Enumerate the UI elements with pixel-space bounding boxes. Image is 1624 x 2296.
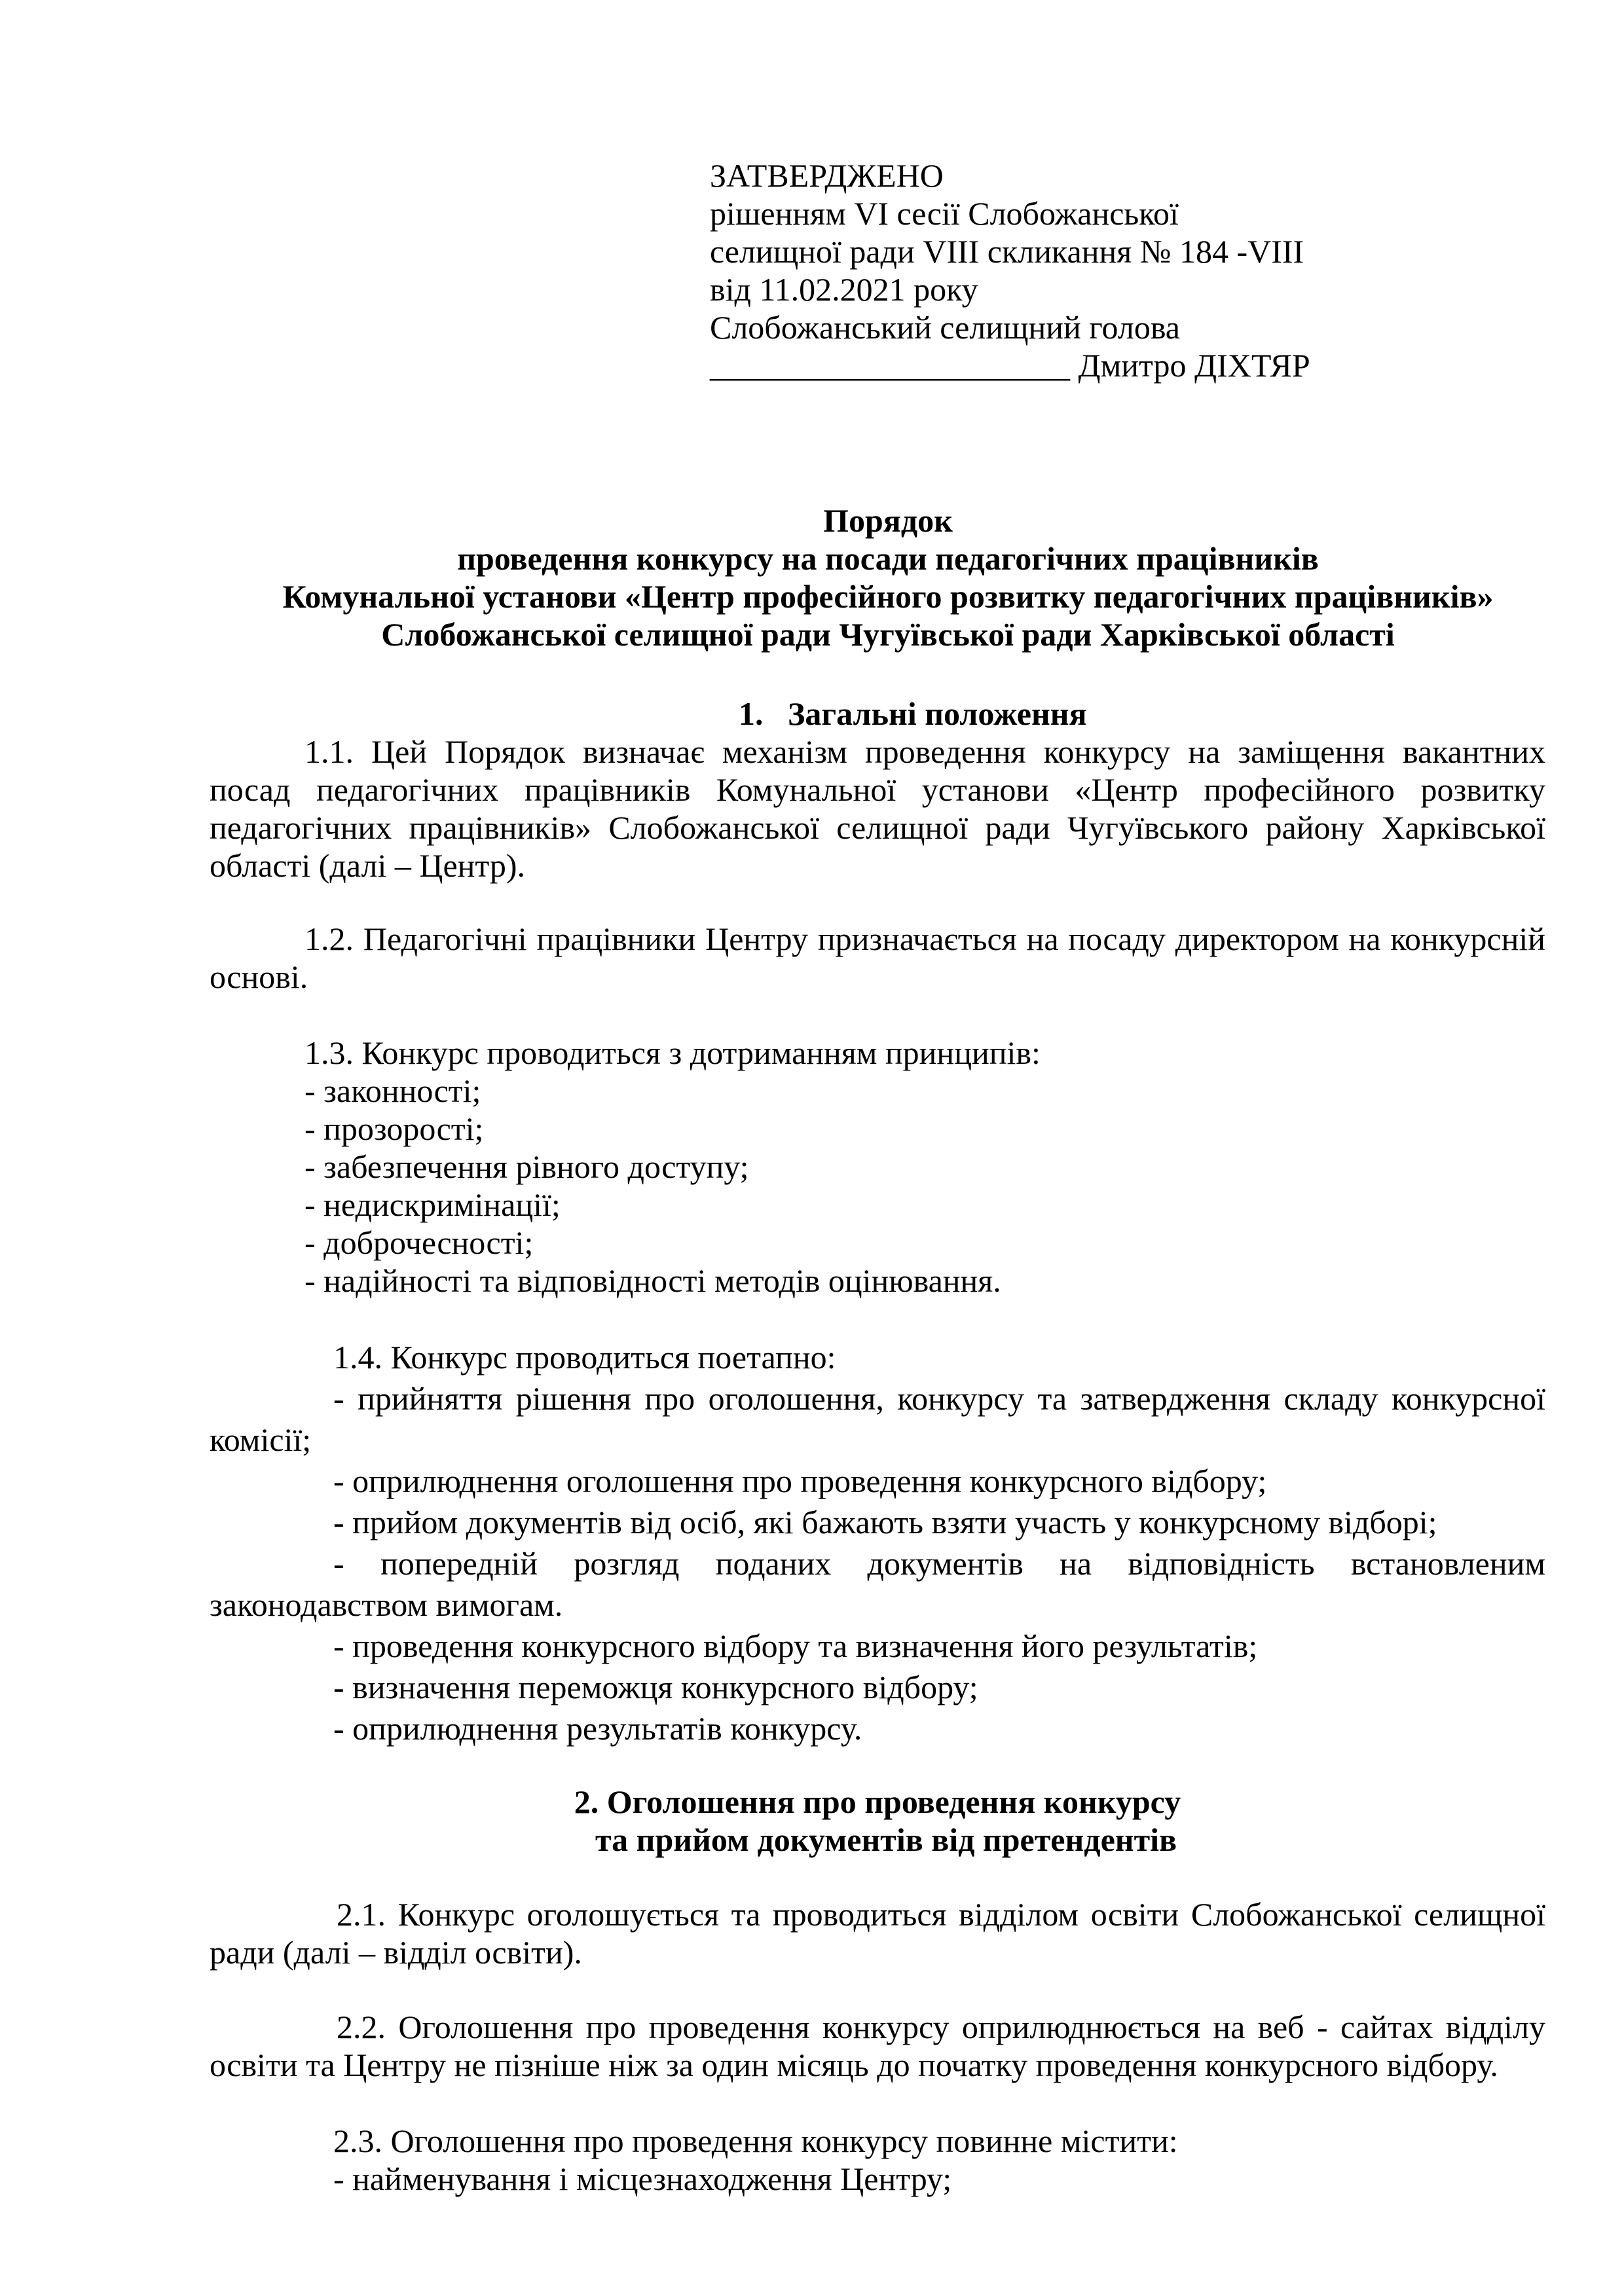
list-item: - прозорості; [304,1110,484,1147]
list-item: - недискримінації; [304,1186,561,1223]
paragraph-text: 1.2. Педагогічні працівники Центру призначається на посаду директором на конкурсній основі. [210,920,1545,995]
approval-line: Слобожанський селищний голова [710,309,1180,346]
title-line: Комунальної установи «Центр професійного розвитку педагогічних працівників» [282,578,1494,615]
signature-row [710,346,1310,384]
paragraph-1-2 [210,920,1545,996]
paragraph-2-2 [210,2008,1545,2084]
approval-line: від 11.02.2021 року [710,271,978,308]
list-item: - оприлюднення результатів конкурсу. [333,1710,862,1747]
list-item: - визначення переможця конкурсного відбору; [333,1669,978,1705]
list-item: - попередній розгляд поданих документів на відповідність встановленим законодавством вимогам. [210,1545,1545,1623]
list-item: - прийом документів від осіб, які бажають взяти участь у конкурсному відборі; [333,1504,1437,1540]
paragraph-1-4 [210,1337,1545,1749]
list-item: - законності; [304,1072,481,1109]
list-item: - надійності та відповідності методів оцінювання. [304,1262,1001,1299]
list-item: - прийняття рішення про оголошення, конкурсу та затвердження складу конкурсної комісії; [210,1380,1545,1458]
paragraph-2-3 [210,2122,1545,2198]
list-item: - оприлюднення оголошення про проведення конкурсного відбору; [333,1463,1267,1499]
paragraph-text: 2.2. Оголошення про проведення конкурсу оприлюднюється на веб - сайтах відділу освіти та Центру не пізніше ніж за один місяць до початку проведення конкурсного відбору. [210,2009,1545,2083]
list-item: - проведення конкурсного відбору та визначення його результатів; [333,1628,1258,1664]
paragraph-text: 1.4. Конкурс проводиться поетапно: [333,1339,836,1376]
heading-line: 2. Оголошення про проведення конкурсу [574,1783,1181,1820]
list-item: - доброчесності; [304,1224,534,1261]
section-1-heading: 1. Загальні положення [739,695,1087,732]
section-2-heading [210,1783,1545,1859]
title-line: Порядок [823,502,953,539]
title-line: Слобожанської селищної ради Чугуївської ради Харківської області [381,616,1395,653]
title-line: проведення конкурсу на посади педагогічних працівників [457,540,1319,577]
paragraph-1-1 [210,733,1545,884]
paragraph-text: 1.3. Конкурс проводиться з дотриманням принципів: [304,1034,1041,1071]
approval-stamp [710,156,1310,384]
signatory-name: Дмитро ДІХТЯР [1078,347,1310,384]
paragraph-text: 2.3. Оголошення про проведення конкурсу повинне містити: [333,2123,1178,2159]
heading-line: та прийом документів від претендентів [595,1821,1177,1858]
signature-line: ______________________ [710,347,1070,384]
paragraph-1-3 [210,1034,1545,1300]
list-item: - найменування і місцезнаходження Центру; [333,2160,952,2197]
paragraph-2-1 [210,1895,1545,1971]
approval-line: селищної ради VIII скликання № 184 -VIII [710,233,1304,270]
document-title [210,501,1566,653]
approval-line: ЗАТВЕРДЖЕНО [710,157,944,194]
paragraph-text: 2.1. Конкурс оголошується та проводиться відділом освіти Слобожанської селищної ради (далі – відділ освіти). [210,1896,1545,1971]
approval-line: рішенням VI сесії Слобожанської [710,195,1179,232]
list-item: - забезпечення рівного доступу; [304,1148,749,1185]
paragraph-text: 1.1. Цей Порядок визначає механізм проведення конкурсу на заміщення вакантних посад педагогічних працівників Комунальної установи «Центр професійного розвитку педагогічних працівників» Слобожанської селищної ради Чугуївського району Харківської області (далі – Центр). [210,733,1545,884]
